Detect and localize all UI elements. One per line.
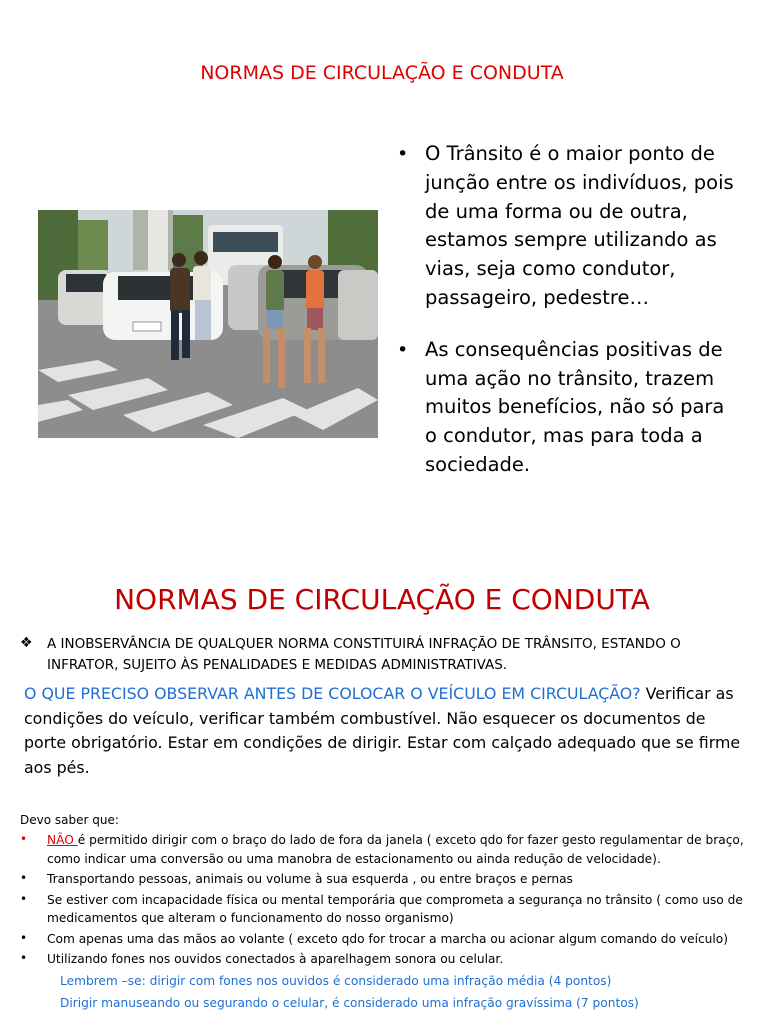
diamond-bullet-icon: ❖ [20,635,33,651]
bullet-icon: • [20,832,28,846]
list-item [20,891,764,928]
list-item [397,336,742,480]
list-item [20,831,764,868]
item-text: Com apenas uma das mãos ao volante ( exceto qdo for trocar a marcha ou acionar algum comando do veículo) [47,931,728,946]
crosswalk-photo [38,210,378,438]
bullet-icon: • [20,930,28,945]
question-heading: O QUE PRECISO OBSERVAR ANTES DE COLOCAR O VEÍCULO EM CIRCULAÇÃO? [24,684,641,703]
bullet-icon: • [397,143,409,165]
list-item [397,140,742,313]
intro-bullets [397,140,742,503]
question-answer: Verificar as condições do veículo, verificar também combustível. Não esquecer os documentos de porte obrigatório. Estar em condições de dirigir. Estar com calçado adequado que se firme aos pés. [24,684,741,777]
note-line: Dirigir manuseando ou segurando o celular, é considerado uma infração gravíssima (7 pontos) [60,996,639,1010]
note-line: Lembrem –se: dirigir com fones nos ouvidos é considerado uma infração média (4 pontos) [60,974,612,988]
notes-block [60,970,760,1014]
bullet-icon: • [20,891,28,906]
bullet-text: O Trânsito é o maior ponto de junção entre os indivíduos, pois de uma forma ou de outra, estamos sempre utilizando as vias, seja como condutor, passageiro, pedestre… [425,142,734,309]
rule-statement [20,634,720,676]
bullet-text: As consequências positivas de uma ação no trânsito, trazem muitos benefícios, não só para o condutor, mas para toda a sociedade. [425,337,725,476]
list-item [20,870,764,889]
item-text: Se estiver com incapacidade física ou mental temporária que comprometa a segurança no trânsito ( como uso de medicamentos que alteram o funcionamento do nosso organismo) [47,892,743,925]
item-text: Transportando pessoas, animais ou volume à sua esquerda , ou entre braços e pernas [47,872,573,886]
item-text: Utilizando fones nos ouvidos conectados à aparelhagem sonora ou celular. [47,952,504,966]
bullet-icon: • [20,951,28,965]
section-title: NORMAS DE CIRCULAÇÃO E CONDUTA [114,583,650,616]
list-item [20,930,764,949]
bullet-icon: • [397,338,409,361]
page-title: NORMAS DE CIRCULAÇÃO E CONDUTA [200,62,564,84]
question-block [24,682,746,780]
item-text: é permitido dirigir com o braço do lado de fora da janela ( exceto qdo for fazer gesto regulamentar de braço, como indicar uma conversão ou uma manobra de estacionamento ou ainda redução de velocidade). [47,833,744,866]
list-item [20,950,764,969]
negation-label: NÃO [47,833,78,847]
rules-list [20,831,764,971]
devo-label: Devo saber que: [20,813,119,827]
bullet-icon: • [20,871,28,885]
rule-text: A INOBSERVÂNCIA DE QUALQUER NORMA CONSTITUIRÁ INFRAÇÃO DE TRÂNSITO, ESTANDO O INFRATOR, SUJEITO ÀS PENALIDADES E MEDIDAS ADMINISTRATIVAS. [47,636,681,673]
